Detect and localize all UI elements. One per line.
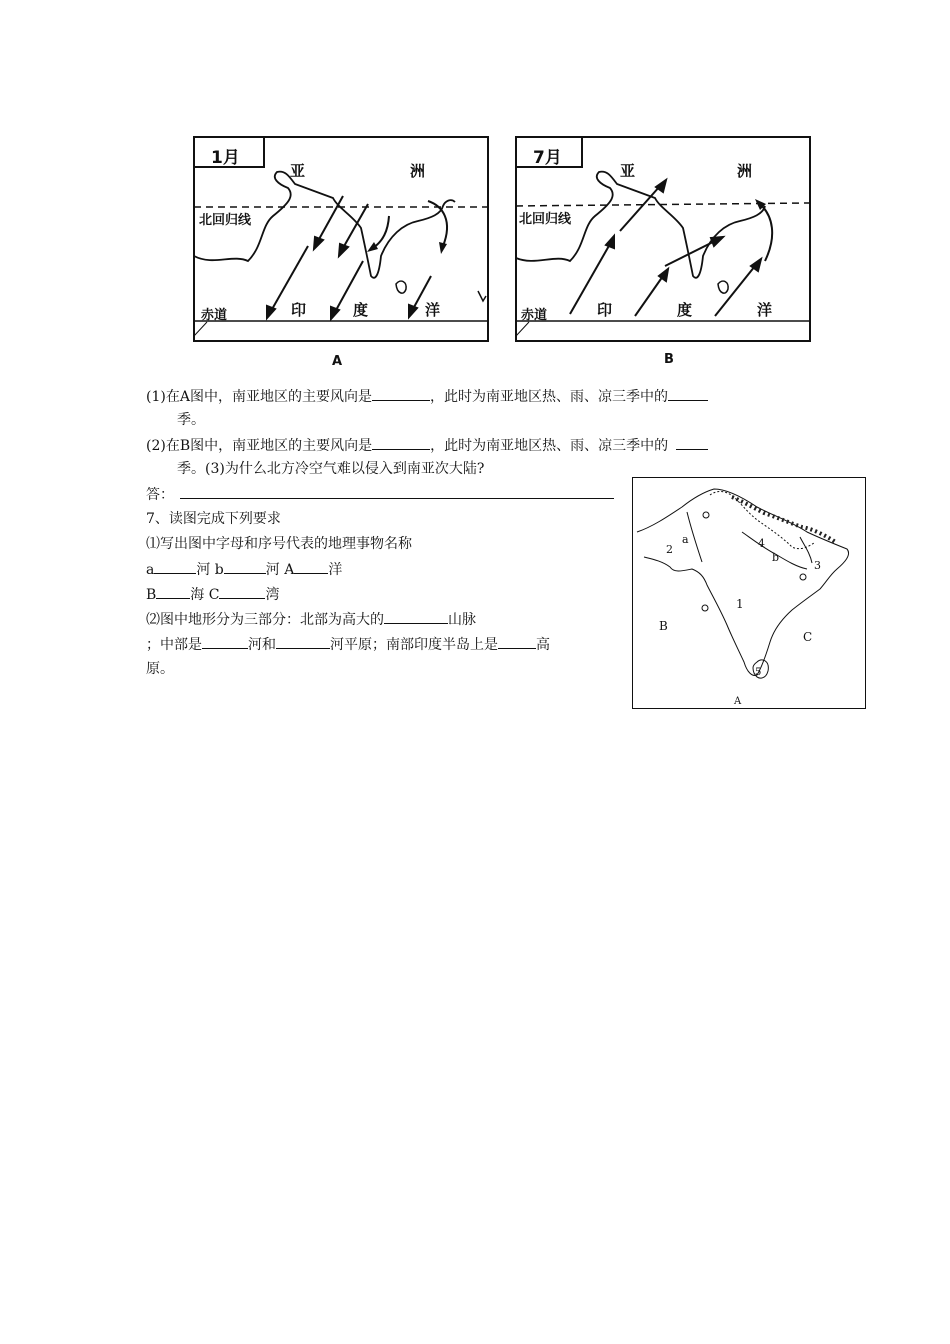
ocean-yang-label: 洋 <box>757 301 773 319</box>
answer-blank[interactable] <box>668 386 708 401</box>
map-january <box>193 136 489 342</box>
india-map <box>632 477 866 709</box>
answer-blank[interactable] <box>202 634 248 649</box>
ocean-yin-label: 印 <box>291 301 307 319</box>
answer-line: 答： <box>146 484 614 505</box>
equator-label: 赤道 <box>201 308 228 323</box>
question-7-sub2: ⑵图中地形分为三部分：北部为高大的 山脉 <box>146 609 476 630</box>
question-2-cont: 季。(3)为什么北方冷空气难以侵入到南亚次大陆? <box>177 461 485 477</box>
ocean-yin-label: 印 <box>597 301 613 319</box>
answer-blank[interactable] <box>224 559 266 574</box>
answer-blank[interactable] <box>498 634 536 649</box>
zhou-label: 洲 <box>410 162 426 180</box>
map-label-a: a <box>682 533 689 546</box>
map-july <box>515 136 811 342</box>
map-a-caption: A <box>332 354 343 369</box>
asia-label: 亚 <box>620 162 636 180</box>
map-label-4: 4 <box>758 537 765 550</box>
map-label-C: C <box>803 630 813 644</box>
answer-blank[interactable] <box>154 559 196 574</box>
tropic-label: 北回归线 <box>519 212 572 227</box>
answer-blank[interactable] <box>180 484 614 499</box>
question-1-line: (1)在A图中，南亚地区的主要风向是 ，此时为南亚地区热、雨、凉三季中的 <box>146 386 708 407</box>
answer-blank[interactable] <box>219 584 265 599</box>
question-7-row1: a 河 b 河 A 洋 <box>146 559 342 580</box>
answer-blank[interactable] <box>276 634 330 649</box>
answer-blank[interactable] <box>372 435 430 450</box>
question-2-line: (2)在B图中，南亚地区的主要风向是 ，此时为南亚地区热、雨、凉三季中的 <box>146 435 708 456</box>
answer-blank[interactable] <box>384 609 448 624</box>
map-label-b: b <box>772 551 780 564</box>
map-label-1: 1 <box>736 597 744 611</box>
ocean-du-label: 度 <box>353 301 369 319</box>
question-7-row4: ；中部是 河和 河平原；南部印度半岛上是 高 <box>146 634 550 655</box>
answer-blank[interactable] <box>156 584 190 599</box>
map-label-B: B <box>659 619 668 633</box>
question-7-row5: 原。 <box>146 661 174 677</box>
zhou-label: 洲 <box>737 162 753 180</box>
answer-blank[interactable] <box>372 386 430 401</box>
month-label: 1月 <box>211 148 240 168</box>
map-b-caption: B <box>664 352 674 367</box>
map-label-3: 3 <box>814 559 821 572</box>
map-label-5: 5 <box>755 667 762 678</box>
month-label: 7月 <box>533 148 562 168</box>
asia-label: 亚 <box>290 162 306 180</box>
question-7-row2: B 海 C 湾 <box>146 584 279 605</box>
question-7-sub1: ⑴写出图中字母和序号代表的地理事物名称 <box>146 536 412 552</box>
answer-blank[interactable] <box>294 559 328 574</box>
question-1-cont: 季。 <box>177 412 205 428</box>
tropic-label: 北回归线 <box>199 213 252 228</box>
question-7-title: 7、读图完成下列要求 <box>146 511 281 527</box>
ocean-du-label: 度 <box>677 301 693 319</box>
ocean-yang-label: 洋 <box>425 301 441 319</box>
map-label-2: 2 <box>666 543 673 556</box>
map-label-A: A <box>734 696 742 707</box>
equator-label: 赤道 <box>521 308 548 323</box>
answer-blank[interactable] <box>676 435 708 450</box>
